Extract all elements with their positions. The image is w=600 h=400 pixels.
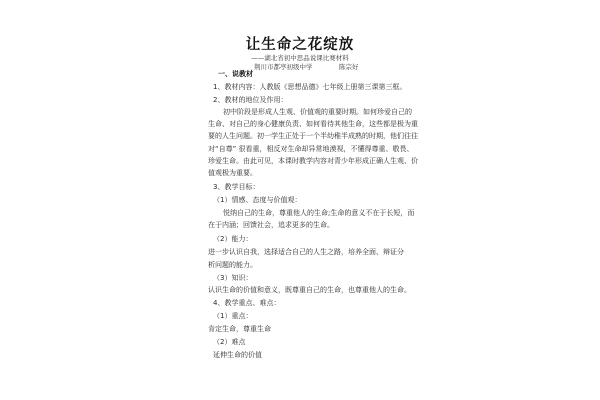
author-name: 陈宗好 xyxy=(339,63,359,71)
body-line: 1、教材内容：人教版《思想品德》七年级上册第三课第三框。 xyxy=(213,83,407,91)
body-line: 肯定生命，尊重生命 xyxy=(208,325,271,333)
body-line: （3）知识： xyxy=(213,274,253,282)
body-line: （2）能力： xyxy=(213,235,253,243)
section-heading: 一、说教材 xyxy=(218,70,253,78)
body-line: 认识生命的价值和意义，既尊重自己的生命，也尊重他人的生命。 xyxy=(208,286,411,294)
body-line: 悦纳自己的生命，尊重他人的生命;生命的意义不在于长短，而 xyxy=(223,209,415,217)
body-line: 生命、对自己的身心健康负责、如何看待其他生命，这些都是极为重 xyxy=(208,120,418,128)
document-subtitle: ——湖北省初中思品说课比赛材料 xyxy=(251,54,349,62)
body-line: 在于内涵；回馈社会，追求更多的生命。 xyxy=(208,221,334,229)
body-line: 进一步认识自我，选择适合自己的人生之路，培养全面、辩证分 xyxy=(208,248,404,256)
school-name: 荆川市都亭初级中学 xyxy=(254,63,313,71)
body-line: 4、教学重点、难点： xyxy=(213,299,281,307)
body-line: 初中阶段是形成人生观、价值观的重要时期。如何珍爱自己的 xyxy=(223,108,412,116)
body-line: （1）重点： xyxy=(213,312,253,320)
body-line: 对“自尊” 很看重，相反对生命却异常地漠视，不懂得尊重、敬畏、 xyxy=(208,145,414,153)
body-line: 延伸生命的价值 xyxy=(213,351,262,359)
body-line: （2）难点 xyxy=(213,338,246,346)
body-line: （1）情感、态度与价值观： xyxy=(213,196,302,204)
author-line xyxy=(254,62,454,71)
body-line: 析问题的能力。 xyxy=(208,261,257,269)
body-line: 3、教学目标： xyxy=(213,183,260,191)
document-title: 让生命之花绽放 xyxy=(245,37,355,53)
body-line: 要的人生问题。初一学生正处于一个半幼稚半成熟的时期，他们往往 xyxy=(208,132,418,140)
body-line: 值观极为重要。 xyxy=(208,169,257,177)
body-line: 珍爱生命。由此可见，本课时教学内容对青少年形成正确人生观、价 xyxy=(208,157,418,165)
body-line: 2、教材的地位及作用： xyxy=(213,96,288,104)
